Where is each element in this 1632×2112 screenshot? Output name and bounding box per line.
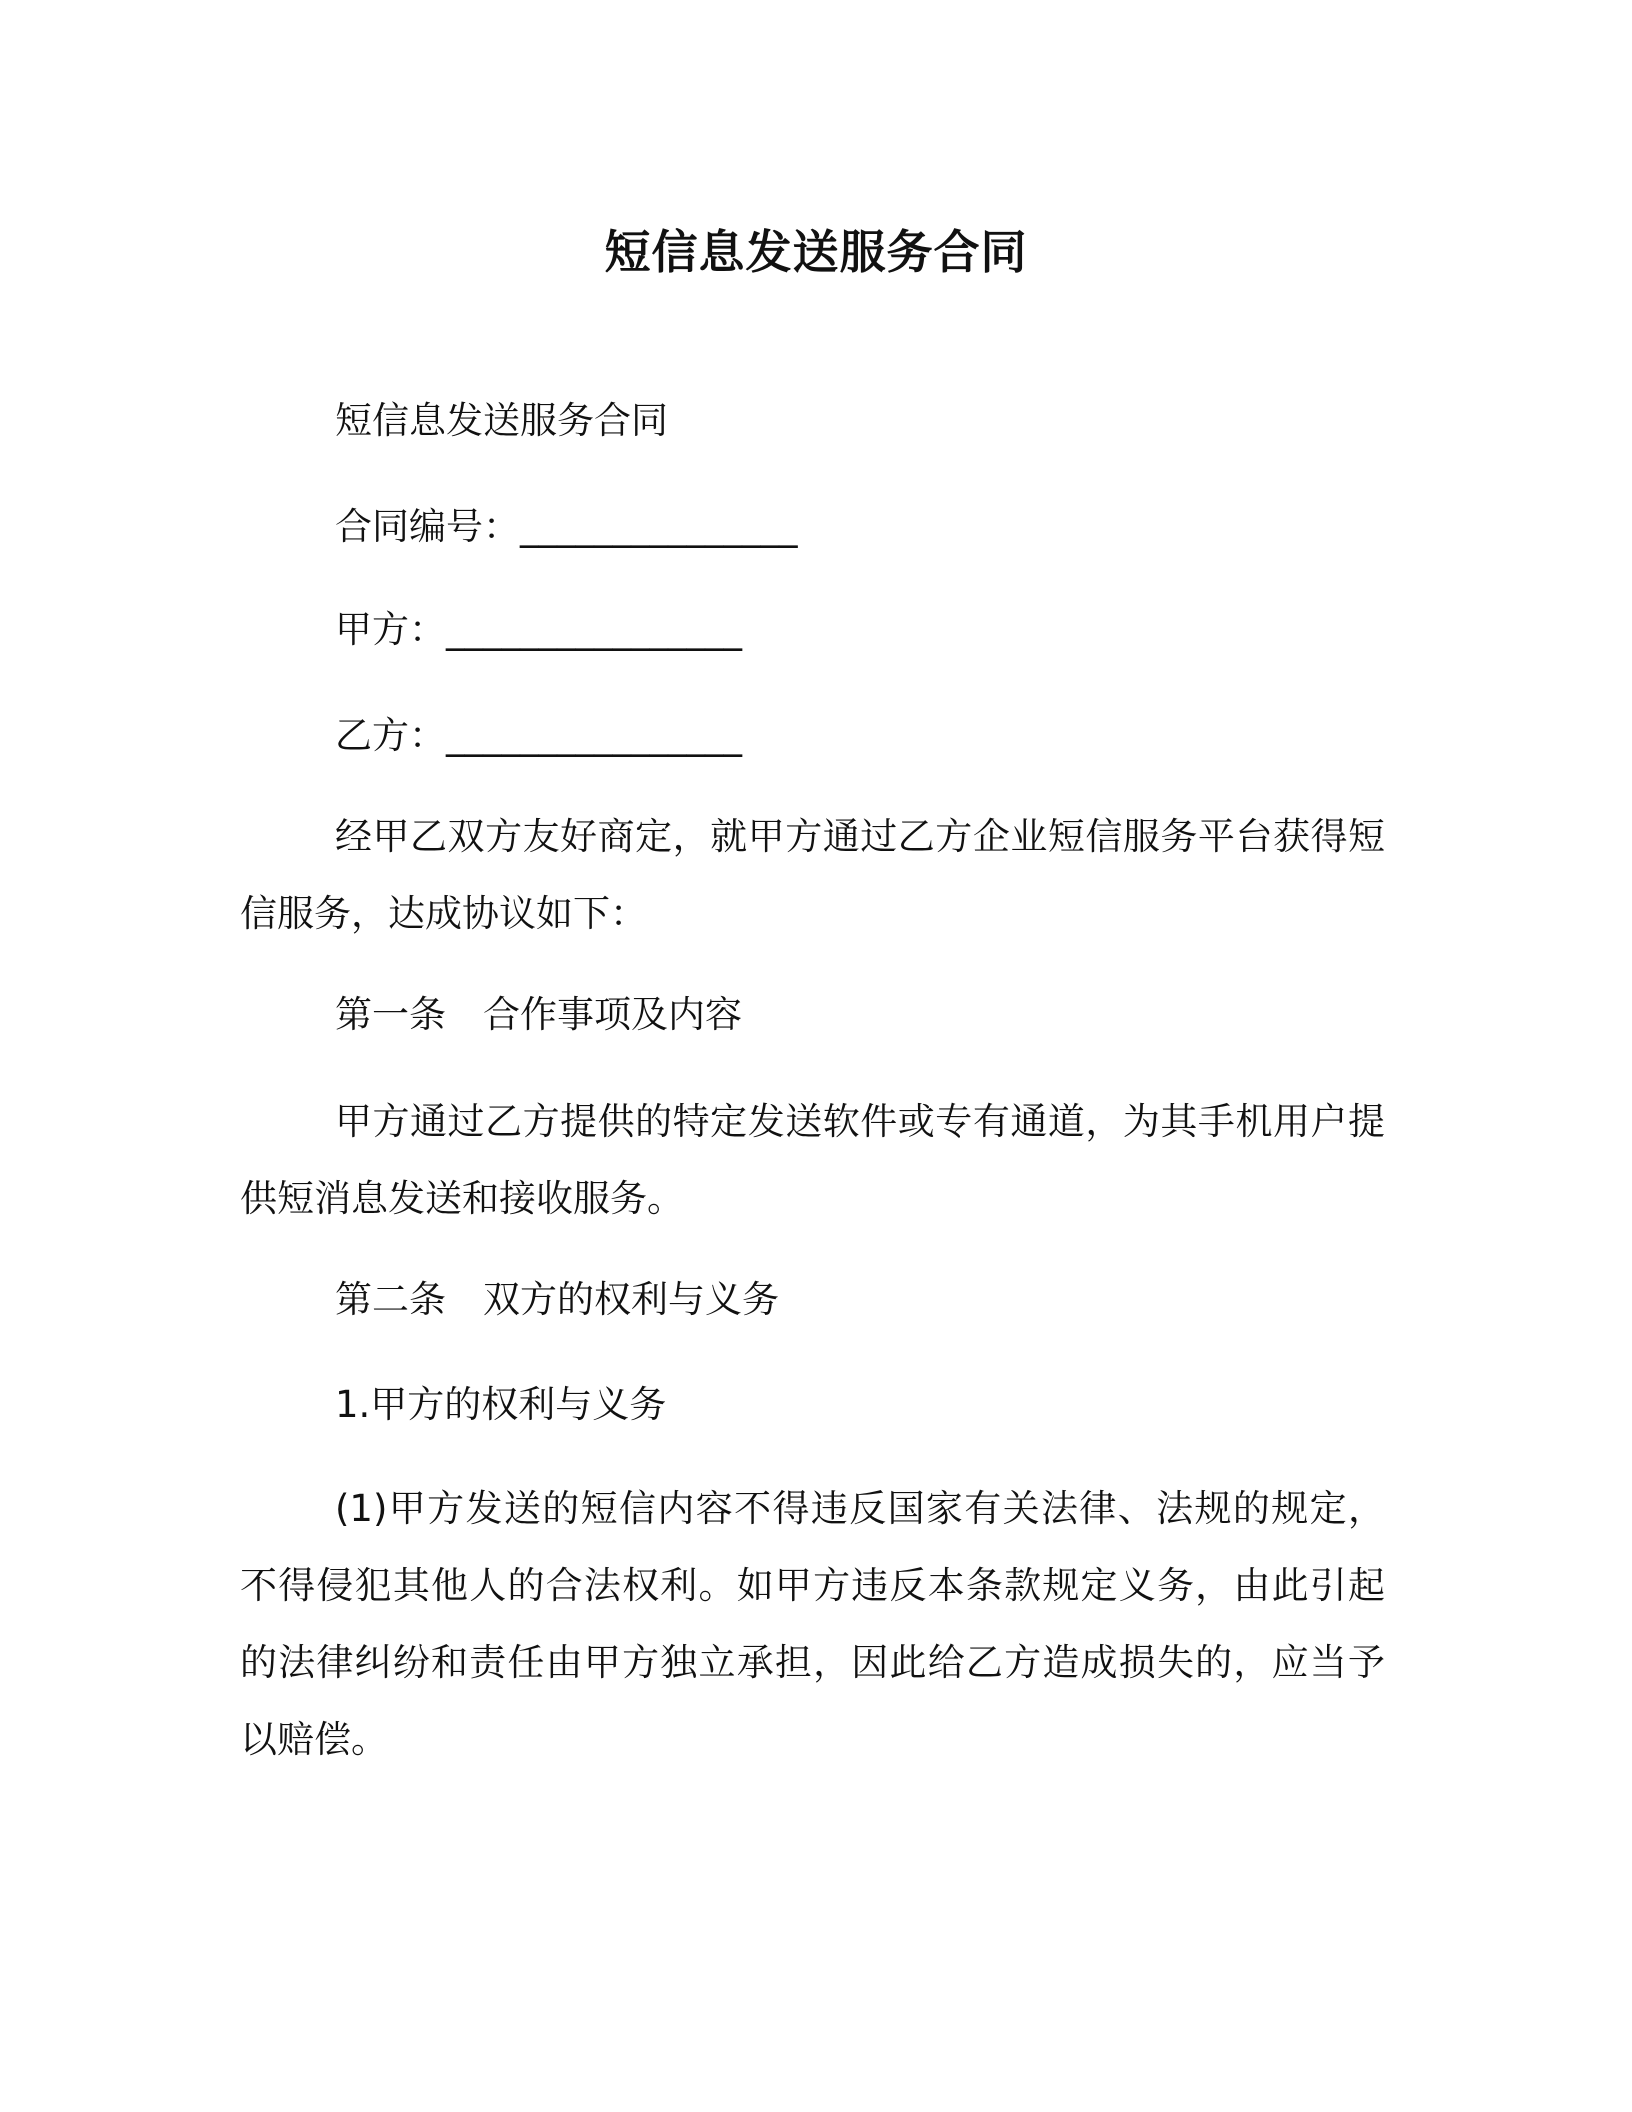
article-1-body: 甲方通过乙方提供的特定发送软件或专有通道，为其手机用户提供短消息发送和接收服务。 <box>240 1100 1385 1220</box>
article-1-heading: 第一条 合作事项及内容 <box>335 993 742 1036</box>
contract-number-field: 合同编号：_______________ <box>335 505 798 548</box>
article-2-heading: 第二条 双方的权利与义务 <box>335 1278 779 1321</box>
party-a-field: 甲方：________________ <box>335 608 742 651</box>
intro-paragraph: 经甲乙双方友好商定，就甲方通过乙方企业短信服务平台获得短信服务，达成协议如下： <box>240 815 1385 935</box>
document-title: 短信息发送服务合同 <box>604 225 1028 279</box>
party-b-field: 乙方：________________ <box>335 714 742 757</box>
clause-1-paragraph: (1)甲方发送的短信内容不得违反国家有关法律、法规的规定，不得侵犯其他人的合法权利。如甲方违反本条款规定义务，由此引起的法律纠纷和责任由甲方独立承担，因此给乙方造成损失的，应当予以赔偿。 <box>240 1487 1385 1761</box>
section-1-heading: 1.甲方的权利与义务 <box>335 1383 667 1426</box>
contract-subtitle: 短信息发送服务合同 <box>335 399 668 442</box>
